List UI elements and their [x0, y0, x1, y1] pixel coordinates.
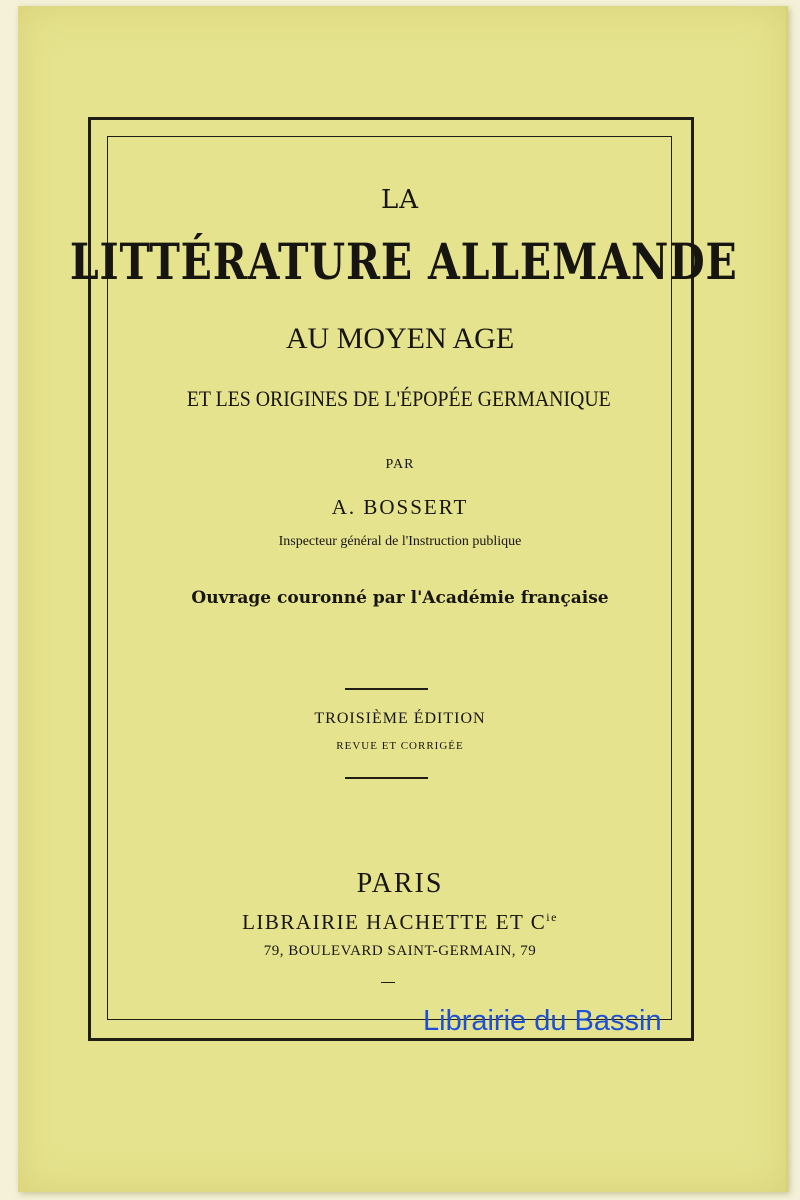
- edition-label: TROISIÈME ÉDITION: [314, 710, 486, 727]
- revision-label: REVUE ET CORRIGÉE: [336, 740, 464, 752]
- divider-rule-top: [345, 688, 428, 690]
- closing-dash: [381, 982, 395, 983]
- book-subtitle: AU MOYEN AGE: [285, 322, 515, 355]
- author-title: Inspecteur général de l'Instruction publique: [278, 534, 522, 549]
- by-label: PAR: [385, 457, 415, 472]
- divider-rule-bottom: [345, 777, 428, 779]
- publication-city: PARIS: [356, 868, 444, 899]
- publisher-superscript: ie: [546, 910, 558, 924]
- book-subtitle-secondary: ET LES ORIGINES DE L'ÉPOPÉE GERMANIQUE: [186, 386, 611, 411]
- title-article: LA: [380, 185, 420, 215]
- seller-watermark: Librairie du Bassin: [423, 1005, 662, 1037]
- award-line: Ouvrage couronné par l'Académie française: [191, 588, 609, 608]
- publisher-main: LIBRAIRIE HACHETTE ET C: [242, 910, 547, 934]
- book-title: LITTÉRATURE ALLEMANDE: [69, 232, 738, 291]
- author-name: A. BOSSERT: [331, 495, 469, 519]
- publisher-address: 79, BOULEVARD SAINT-GERMAIN, 79: [263, 943, 537, 959]
- publisher-name: [0, 910, 800, 935]
